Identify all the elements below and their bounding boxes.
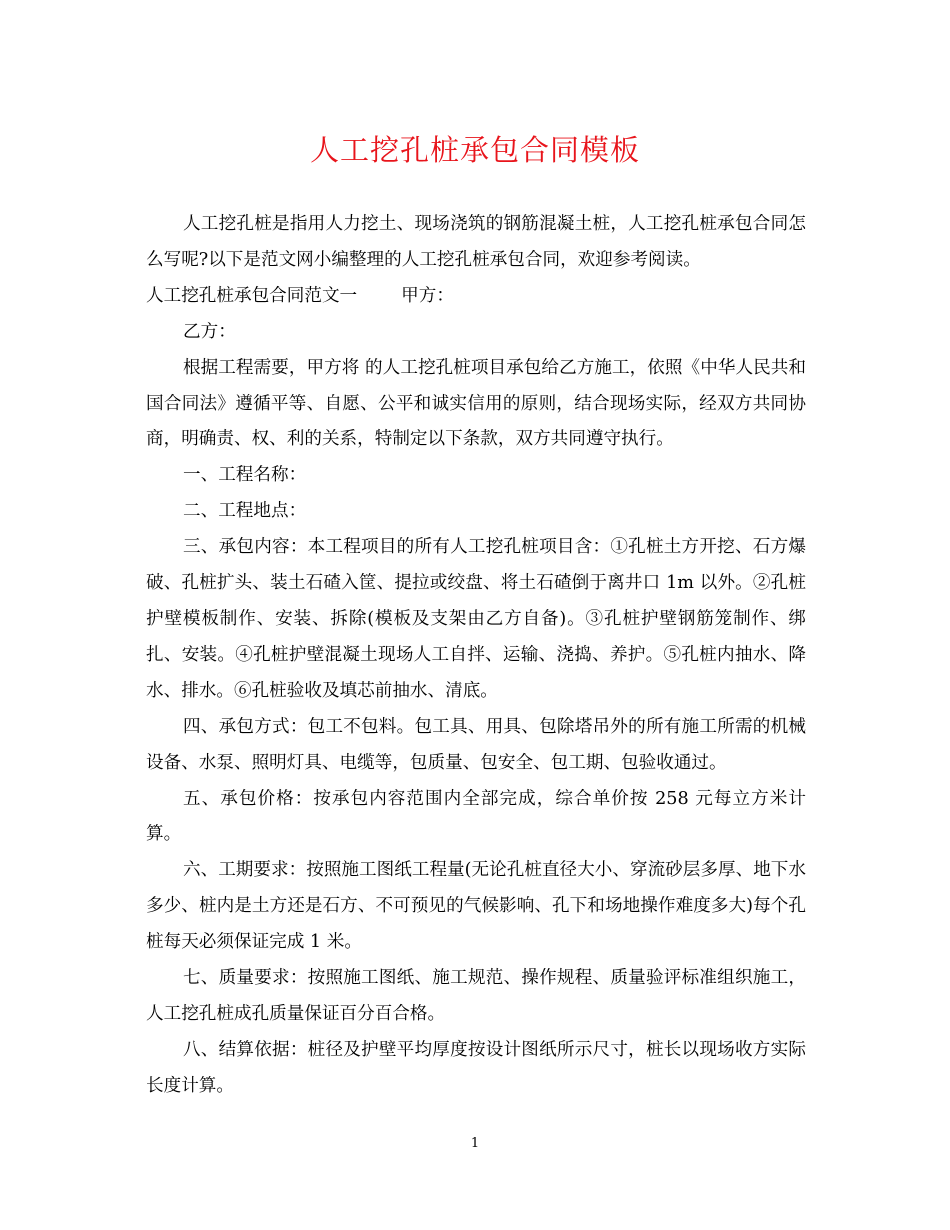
intro-line-2: 同怎么写呢?以下是范文网小编整理的人工挖孔桩承包合同，欢迎参考阅读。 <box>146 214 806 270</box>
intro-line-1: 人工挖孔桩是指用人力挖土、现场浇筑的钢筋混凝土桩，人工挖孔桩承包合 <box>183 214 771 234</box>
document-title: 人工挖孔桩承包合同模板 <box>309 133 640 167</box>
clause-contract-price: 五、承包价格：按承包内容范围内全部完成，综合单价按 258 元每立方米计算。 <box>146 788 806 845</box>
intro-paragraph <box>146 207 806 279</box>
party-b-label: 乙方： <box>183 321 236 342</box>
page-number: 1 <box>470 1136 480 1151</box>
clause-settlement: 八、结算依据：桩径及护壁平均厚度按设计图纸所示尺寸，桩长以现场收方实际长度计算。 <box>146 1039 806 1096</box>
clause-project-name: 一、工程名称： <box>183 465 307 486</box>
document-body <box>146 207 806 1105</box>
preamble-paragraph: 根据工程需要，甲方将 的人工挖孔桩项目承包给乙方施工，依照《中华人民共和国合同法》遵循平等、自愿、公平和诚实信用的原则，结合现场实际，经双方共同协商，明确责、权、利的关系，特制定以下条款，双方共同遵守执行。 <box>146 357 806 450</box>
clause-schedule: 六、工期要求：按照施工图纸工程量(无论孔桩直径大小、穿流砂层多厚、地下水多少、桩内是土方还是石方、不可预见的气候影响、孔下和场地操作难度多大)每个孔桩每天必须保证完成 1 米。 <box>146 860 806 953</box>
clause-quality: 七、质量要求：按照施工图纸、施工规范、操作规程、质量验评标准组织施工，人工挖孔桩成孔质量保证百分百合格。 <box>146 968 806 1024</box>
sample-heading-line <box>146 279 806 315</box>
clause-contract-scope: 三、承包内容：本工程项目的所有人工挖孔桩项目含：①孔桩土方开挖、石方爆破、孔桩扩头、装土石碴入筐、提拉或绞盘、将土石碴倒于离井口 1m 以外。②孔桩护壁模板制作、安装、拆除(模板及支架由乙方自备)。③孔桩护壁钢筋笼制作、绑扎、安装。④孔桩护壁混凝土现场人工自拌、运输、浇捣、养护。⑤孔桩内抽水、降水、排水。⑥孔桩验收及填芯前抽水、清底。 <box>146 537 806 701</box>
clause-contract-method: 四、承包方式：包工不包料。包工具、用具、包除塔吊外的所有施工所需的机械设备、水泵、照明灯具、电缆等，包质量、包安全、包工期、包验收通过。 <box>146 716 806 773</box>
party-a-label: 甲方： <box>401 285 454 306</box>
sample-heading: 人工挖孔桩承包合同范文一 <box>146 285 358 306</box>
clause-project-location: 二、工程地点： <box>183 501 307 522</box>
